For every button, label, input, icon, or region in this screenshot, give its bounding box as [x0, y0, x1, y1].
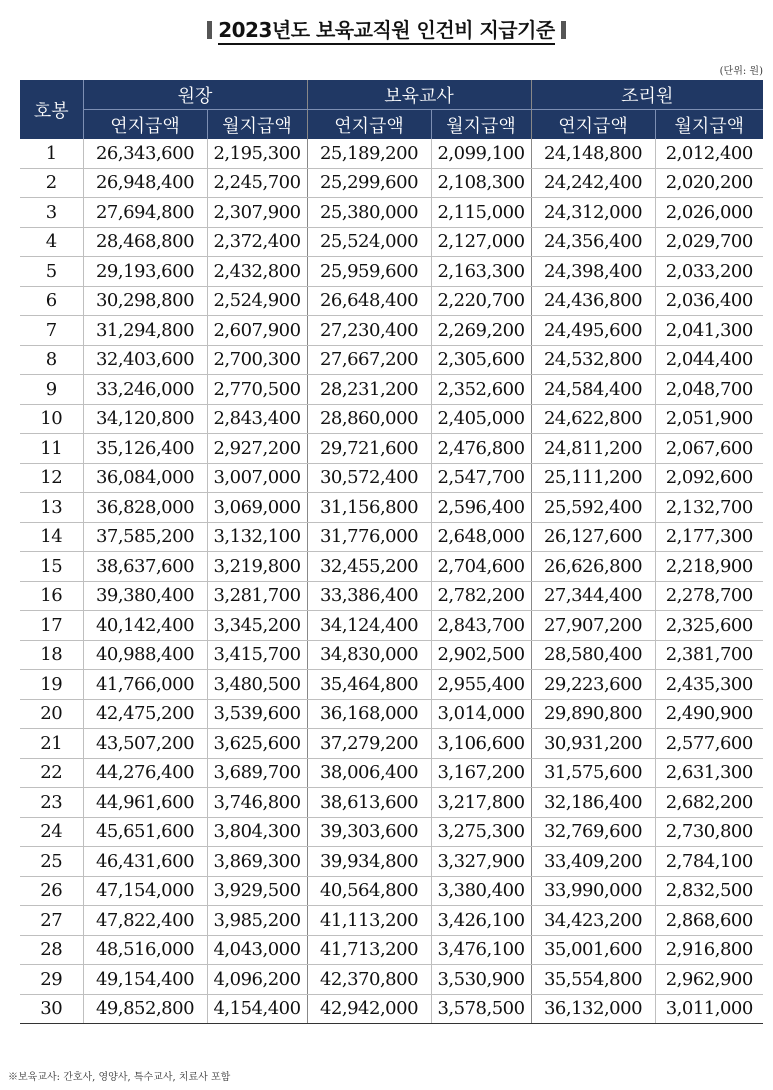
amount-cell: 39,380,400	[83, 581, 207, 611]
amount-cell: 26,343,600	[83, 139, 207, 168]
amount-cell: 44,276,400	[83, 758, 207, 788]
table-row	[20, 522, 763, 552]
table-row	[20, 876, 763, 906]
grade-cell: 19	[20, 670, 83, 700]
table-row	[20, 935, 763, 965]
amount-cell: 28,468,800	[83, 227, 207, 257]
amount-cell: 2,177,300	[655, 522, 763, 552]
amount-cell: 30,298,800	[83, 286, 207, 316]
amount-cell: 3,106,600	[431, 729, 531, 759]
grade-cell: 6	[20, 286, 83, 316]
amount-cell: 36,084,000	[83, 463, 207, 493]
amount-cell: 2,195,300	[207, 139, 307, 168]
subheader-annual: 연지급액	[83, 110, 207, 140]
amount-cell: 3,167,200	[431, 758, 531, 788]
amount-cell: 32,186,400	[531, 788, 655, 818]
subheader-monthly: 월지급액	[207, 110, 307, 140]
amount-cell: 2,832,500	[655, 876, 763, 906]
amount-cell: 46,431,600	[83, 847, 207, 877]
amount-cell: 2,962,900	[655, 965, 763, 995]
table-row	[20, 404, 763, 434]
salary-table	[20, 80, 763, 1024]
amount-cell: 26,948,400	[83, 168, 207, 198]
amount-cell: 2,955,400	[431, 670, 531, 700]
amount-cell: 2,033,200	[655, 257, 763, 287]
table-row	[20, 345, 763, 375]
amount-cell: 2,405,000	[431, 404, 531, 434]
amount-cell: 3,476,100	[431, 935, 531, 965]
table-row	[20, 257, 763, 287]
amount-cell: 24,532,800	[531, 345, 655, 375]
table-row	[20, 493, 763, 523]
amount-cell: 40,564,800	[307, 876, 431, 906]
grade-cell: 13	[20, 493, 83, 523]
amount-cell: 28,231,200	[307, 375, 431, 405]
amount-cell: 29,223,600	[531, 670, 655, 700]
amount-cell: 48,516,000	[83, 935, 207, 965]
table-row	[20, 906, 763, 936]
amount-cell: 2,631,300	[655, 758, 763, 788]
table-row	[20, 729, 763, 759]
amount-cell: 2,596,400	[431, 493, 531, 523]
amount-cell: 3,804,300	[207, 817, 307, 847]
amount-cell: 49,852,800	[83, 994, 207, 1024]
amount-cell: 24,622,800	[531, 404, 655, 434]
header-group-teacher: 보육교사	[307, 80, 531, 110]
amount-cell: 24,584,400	[531, 375, 655, 405]
grade-cell: 21	[20, 729, 83, 759]
title-bar-right	[561, 21, 566, 39]
amount-cell: 4,154,400	[207, 994, 307, 1024]
amount-cell: 2,490,900	[655, 699, 763, 729]
amount-cell: 41,766,000	[83, 670, 207, 700]
amount-cell: 2,115,000	[431, 198, 531, 228]
amount-cell: 2,648,000	[431, 522, 531, 552]
amount-cell: 33,246,000	[83, 375, 207, 405]
grade-cell: 12	[20, 463, 83, 493]
grade-cell: 11	[20, 434, 83, 464]
header-grade: 호봉	[20, 80, 83, 139]
amount-cell: 35,554,800	[531, 965, 655, 995]
amount-cell: 2,020,200	[655, 168, 763, 198]
amount-cell: 34,423,200	[531, 906, 655, 936]
amount-cell: 31,575,600	[531, 758, 655, 788]
amount-cell: 30,931,200	[531, 729, 655, 759]
table-row	[20, 758, 763, 788]
amount-cell: 47,822,400	[83, 906, 207, 936]
amount-cell: 3,625,600	[207, 729, 307, 759]
amount-cell: 36,828,000	[83, 493, 207, 523]
amount-cell: 27,667,200	[307, 345, 431, 375]
amount-cell: 2,372,400	[207, 227, 307, 257]
amount-cell: 34,120,800	[83, 404, 207, 434]
amount-cell: 37,279,200	[307, 729, 431, 759]
amount-cell: 29,890,800	[531, 699, 655, 729]
amount-cell: 3,281,700	[207, 581, 307, 611]
amount-cell: 2,843,400	[207, 404, 307, 434]
amount-cell: 3,345,200	[207, 611, 307, 641]
amount-cell: 3,007,000	[207, 463, 307, 493]
amount-cell: 37,585,200	[83, 522, 207, 552]
table-row	[20, 227, 763, 257]
amount-cell: 24,436,800	[531, 286, 655, 316]
amount-cell: 42,942,000	[307, 994, 431, 1024]
grade-cell: 9	[20, 375, 83, 405]
table-row	[20, 699, 763, 729]
grade-cell: 8	[20, 345, 83, 375]
amount-cell: 25,524,000	[307, 227, 431, 257]
grade-cell: 23	[20, 788, 83, 818]
amount-cell: 3,132,100	[207, 522, 307, 552]
amount-cell: 39,303,600	[307, 817, 431, 847]
amount-cell: 3,275,300	[431, 817, 531, 847]
table-row	[20, 286, 763, 316]
amount-cell: 2,782,200	[431, 581, 531, 611]
amount-cell: 2,843,700	[431, 611, 531, 641]
amount-cell: 2,352,600	[431, 375, 531, 405]
amount-cell: 2,476,800	[431, 434, 531, 464]
table-row	[20, 198, 763, 228]
table-row	[20, 434, 763, 464]
unit-label: (단위: 원)	[719, 66, 763, 77]
amount-cell: 35,001,600	[531, 935, 655, 965]
amount-cell: 26,127,600	[531, 522, 655, 552]
grade-cell: 30	[20, 994, 83, 1024]
grade-cell: 18	[20, 640, 83, 670]
amount-cell: 25,299,600	[307, 168, 431, 198]
amount-cell: 42,370,800	[307, 965, 431, 995]
grade-cell: 24	[20, 817, 83, 847]
amount-cell: 2,916,800	[655, 935, 763, 965]
grade-cell: 29	[20, 965, 83, 995]
amount-cell: 2,682,200	[655, 788, 763, 818]
grade-cell: 27	[20, 906, 83, 936]
grade-cell: 28	[20, 935, 83, 965]
amount-cell: 26,648,400	[307, 286, 431, 316]
grade-cell: 25	[20, 847, 83, 877]
grade-cell: 4	[20, 227, 83, 257]
amount-cell: 2,547,700	[431, 463, 531, 493]
grade-cell: 14	[20, 522, 83, 552]
amount-cell: 3,327,900	[431, 847, 531, 877]
amount-cell: 24,398,400	[531, 257, 655, 287]
amount-cell: 47,154,000	[83, 876, 207, 906]
amount-cell: 4,096,200	[207, 965, 307, 995]
grade-cell: 7	[20, 316, 83, 346]
subheader-monthly: 월지급액	[655, 110, 763, 140]
amount-cell: 2,108,300	[431, 168, 531, 198]
amount-cell: 39,934,800	[307, 847, 431, 877]
amount-cell: 40,988,400	[83, 640, 207, 670]
amount-cell: 25,592,400	[531, 493, 655, 523]
amount-cell: 24,356,400	[531, 227, 655, 257]
table-row	[20, 375, 763, 405]
table-row	[20, 965, 763, 995]
amount-cell: 31,156,800	[307, 493, 431, 523]
amount-cell: 25,959,600	[307, 257, 431, 287]
table-row	[20, 640, 763, 670]
amount-cell: 29,193,600	[83, 257, 207, 287]
amount-cell: 2,902,500	[431, 640, 531, 670]
amount-cell: 3,217,800	[431, 788, 531, 818]
amount-cell: 2,524,900	[207, 286, 307, 316]
amount-cell: 27,694,800	[83, 198, 207, 228]
amount-cell: 25,111,200	[531, 463, 655, 493]
amount-cell: 24,811,200	[531, 434, 655, 464]
amount-cell: 2,029,700	[655, 227, 763, 257]
amount-cell: 28,860,000	[307, 404, 431, 434]
amount-cell: 2,435,300	[655, 670, 763, 700]
grade-cell: 22	[20, 758, 83, 788]
amount-cell: 3,746,800	[207, 788, 307, 818]
amount-cell: 3,929,500	[207, 876, 307, 906]
title-bar-left	[207, 21, 212, 39]
table-row	[20, 611, 763, 641]
amount-cell: 49,154,400	[83, 965, 207, 995]
grade-cell: 17	[20, 611, 83, 641]
amount-cell: 42,475,200	[83, 699, 207, 729]
amount-cell: 2,092,600	[655, 463, 763, 493]
amount-cell: 40,142,400	[83, 611, 207, 641]
footnote: ※보육교사: 간호사, 영양사, 특수교사, 치료사 포함	[8, 1072, 231, 1083]
table-row	[20, 552, 763, 582]
amount-cell: 2,041,300	[655, 316, 763, 346]
amount-cell: 2,432,800	[207, 257, 307, 287]
amount-cell: 2,577,600	[655, 729, 763, 759]
amount-cell: 2,067,600	[655, 434, 763, 464]
amount-cell: 2,325,600	[655, 611, 763, 641]
amount-cell: 25,380,000	[307, 198, 431, 228]
amount-cell: 31,776,000	[307, 522, 431, 552]
amount-cell: 2,730,800	[655, 817, 763, 847]
amount-cell: 2,132,700	[655, 493, 763, 523]
amount-cell: 3,011,000	[655, 994, 763, 1024]
amount-cell: 2,307,900	[207, 198, 307, 228]
amount-cell: 24,312,000	[531, 198, 655, 228]
title-area	[0, 14, 773, 43]
amount-cell: 2,012,400	[655, 139, 763, 168]
subheader-annual: 연지급액	[307, 110, 431, 140]
header-group-director: 원장	[83, 80, 307, 110]
amount-cell: 3,014,000	[431, 699, 531, 729]
amount-cell: 38,637,600	[83, 552, 207, 582]
amount-cell: 32,403,600	[83, 345, 207, 375]
amount-cell: 36,132,000	[531, 994, 655, 1024]
amount-cell: 3,380,400	[431, 876, 531, 906]
amount-cell: 2,099,100	[431, 139, 531, 168]
table-row	[20, 847, 763, 877]
subheader-annual: 연지급액	[531, 110, 655, 140]
amount-cell: 41,713,200	[307, 935, 431, 965]
amount-cell: 34,830,000	[307, 640, 431, 670]
amount-cell: 43,507,200	[83, 729, 207, 759]
amount-cell: 28,580,400	[531, 640, 655, 670]
amount-cell: 2,163,300	[431, 257, 531, 287]
amount-cell: 34,124,400	[307, 611, 431, 641]
title-text: 2023년도 보육교직원 인건비 지급기준	[218, 18, 555, 45]
amount-cell: 35,464,800	[307, 670, 431, 700]
amount-cell: 3,530,900	[431, 965, 531, 995]
amount-cell: 25,189,200	[307, 139, 431, 168]
grade-cell: 16	[20, 581, 83, 611]
page-title	[201, 14, 572, 43]
amount-cell: 41,113,200	[307, 906, 431, 936]
grade-cell: 10	[20, 404, 83, 434]
table-row	[20, 168, 763, 198]
subheader-monthly: 월지급액	[431, 110, 531, 140]
amount-cell: 2,784,100	[655, 847, 763, 877]
table-row	[20, 139, 763, 168]
amount-cell: 2,704,600	[431, 552, 531, 582]
amount-cell: 2,381,700	[655, 640, 763, 670]
amount-cell: 27,344,400	[531, 581, 655, 611]
grade-cell: 5	[20, 257, 83, 287]
table-row	[20, 817, 763, 847]
amount-cell: 38,613,600	[307, 788, 431, 818]
amount-cell: 35,126,400	[83, 434, 207, 464]
amount-cell: 3,539,600	[207, 699, 307, 729]
amount-cell: 27,907,200	[531, 611, 655, 641]
amount-cell: 3,415,700	[207, 640, 307, 670]
amount-cell: 2,220,700	[431, 286, 531, 316]
amount-cell: 24,242,400	[531, 168, 655, 198]
amount-cell: 33,409,200	[531, 847, 655, 877]
table-body	[20, 139, 763, 1024]
amount-cell: 2,036,400	[655, 286, 763, 316]
amount-cell: 3,219,800	[207, 552, 307, 582]
amount-cell: 29,721,600	[307, 434, 431, 464]
amount-cell: 2,026,000	[655, 198, 763, 228]
amount-cell: 2,927,200	[207, 434, 307, 464]
amount-cell: 3,069,000	[207, 493, 307, 523]
amount-cell: 24,495,600	[531, 316, 655, 346]
amount-cell: 2,245,700	[207, 168, 307, 198]
amount-cell: 27,230,400	[307, 316, 431, 346]
grade-cell: 2	[20, 168, 83, 198]
table-row	[20, 788, 763, 818]
amount-cell: 44,961,600	[83, 788, 207, 818]
table-row	[20, 994, 763, 1024]
amount-cell: 2,868,600	[655, 906, 763, 936]
grade-cell: 15	[20, 552, 83, 582]
amount-cell: 2,218,900	[655, 552, 763, 582]
amount-cell: 2,700,300	[207, 345, 307, 375]
amount-cell: 3,480,500	[207, 670, 307, 700]
amount-cell: 3,578,500	[431, 994, 531, 1024]
amount-cell: 3,426,100	[431, 906, 531, 936]
amount-cell: 2,044,400	[655, 345, 763, 375]
amount-cell: 2,127,000	[431, 227, 531, 257]
table-row	[20, 670, 763, 700]
table-row	[20, 463, 763, 493]
header-group-cook: 조리원	[531, 80, 763, 110]
table-row	[20, 316, 763, 346]
amount-cell: 2,278,700	[655, 581, 763, 611]
amount-cell: 32,769,600	[531, 817, 655, 847]
amount-cell: 24,148,800	[531, 139, 655, 168]
amount-cell: 33,990,000	[531, 876, 655, 906]
amount-cell: 3,689,700	[207, 758, 307, 788]
amount-cell: 2,607,900	[207, 316, 307, 346]
amount-cell: 45,651,600	[83, 817, 207, 847]
table-row	[20, 581, 763, 611]
amount-cell: 32,455,200	[307, 552, 431, 582]
amount-cell: 4,043,000	[207, 935, 307, 965]
amount-cell: 3,869,300	[207, 847, 307, 877]
amount-cell: 36,168,000	[307, 699, 431, 729]
amount-cell: 31,294,800	[83, 316, 207, 346]
grade-cell: 20	[20, 699, 83, 729]
amount-cell: 3,985,200	[207, 906, 307, 936]
grade-cell: 26	[20, 876, 83, 906]
grade-cell: 3	[20, 198, 83, 228]
amount-cell: 33,386,400	[307, 581, 431, 611]
amount-cell: 2,269,200	[431, 316, 531, 346]
amount-cell: 26,626,800	[531, 552, 655, 582]
amount-cell: 2,305,600	[431, 345, 531, 375]
amount-cell: 38,006,400	[307, 758, 431, 788]
amount-cell: 30,572,400	[307, 463, 431, 493]
amount-cell: 2,770,500	[207, 375, 307, 405]
amount-cell: 2,048,700	[655, 375, 763, 405]
amount-cell: 2,051,900	[655, 404, 763, 434]
grade-cell: 1	[20, 139, 83, 168]
